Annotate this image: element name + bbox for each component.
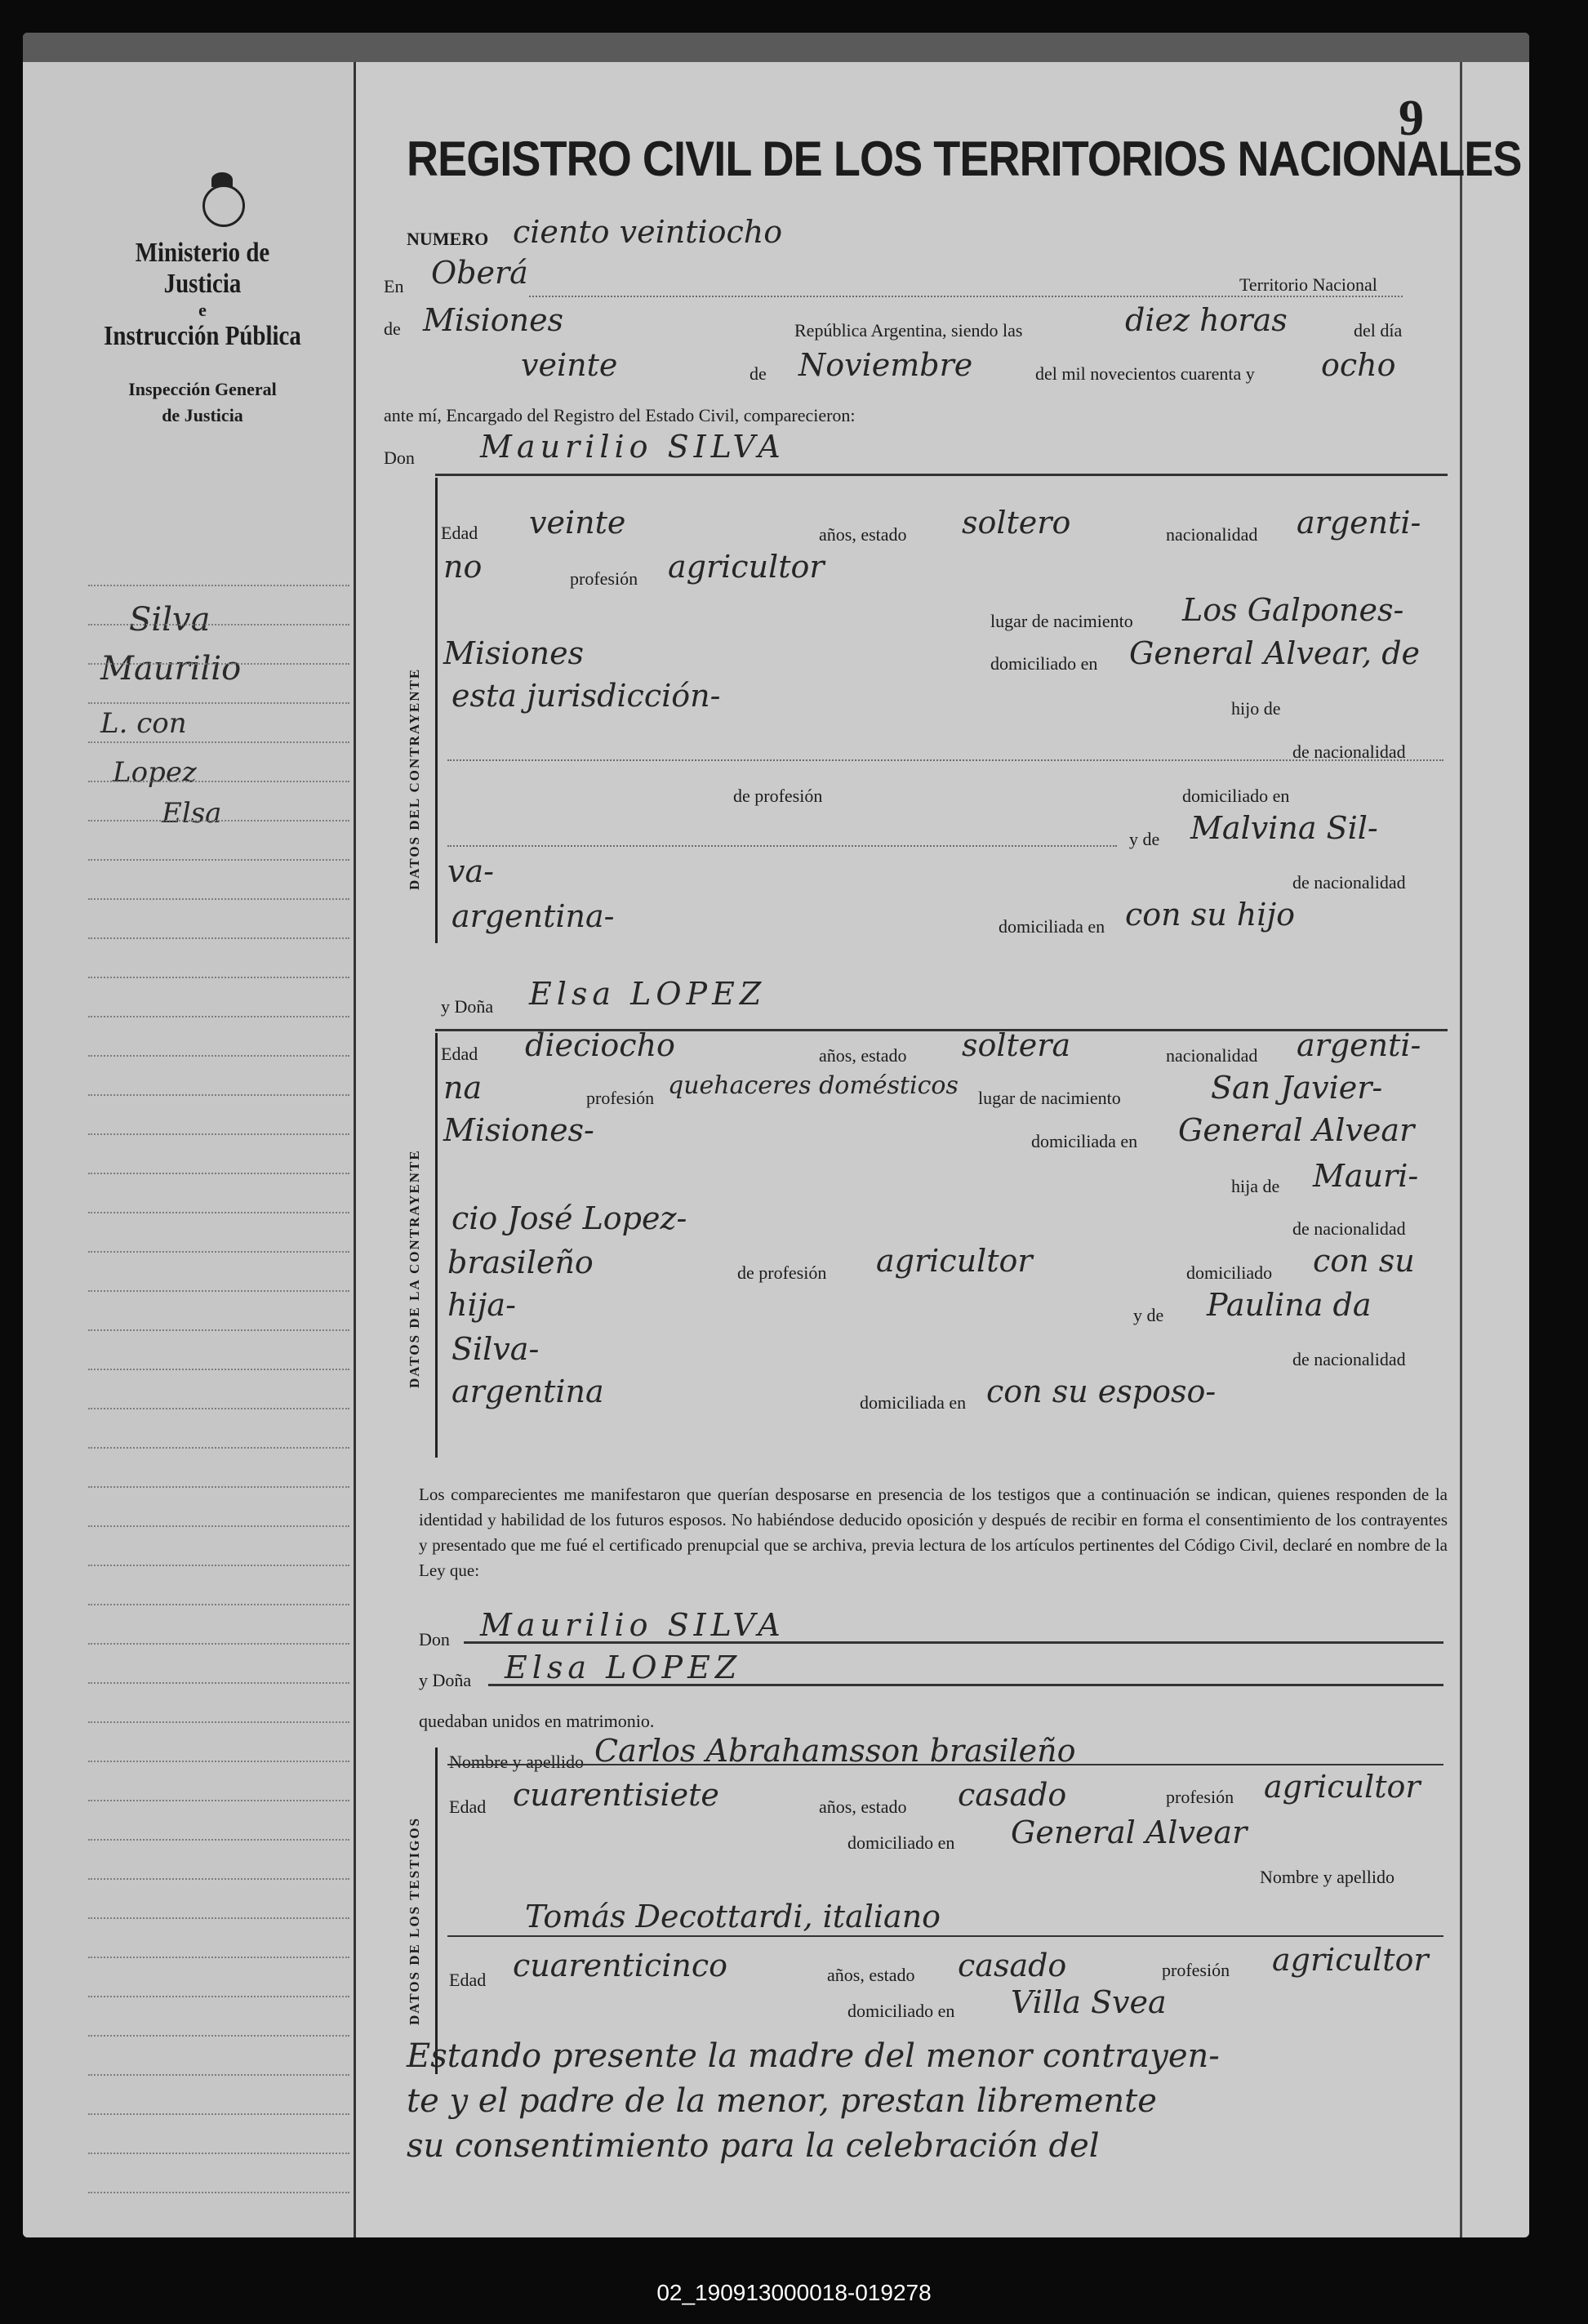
madre-dom-value: con su esposo- — [986, 1373, 1217, 1409]
margin-column — [23, 62, 356, 2237]
witness1-edad: cuarentisiete — [513, 1777, 719, 1813]
image-id-caption: 02_190913000018-019278 — [656, 2280, 932, 2305]
profesion-value: quehaceres domésticos — [668, 1071, 959, 1100]
don-label: Don — [419, 1629, 450, 1650]
ruled-line — [88, 624, 349, 626]
profesion-label: profesión — [1166, 1787, 1234, 1807]
ruled-line — [88, 781, 349, 782]
ruled-line — [88, 1957, 349, 1958]
ruled-line — [88, 1447, 349, 1449]
ruled-line — [88, 1761, 349, 1762]
dona-value: Elsa LOPEZ — [505, 1650, 742, 1685]
madre-nac-value: argentina- — [451, 898, 615, 934]
lugar-value-cont: Misiones- — [443, 1112, 594, 1148]
section-label: DATOS DE LOS TESTIGOS — [407, 1816, 422, 2025]
ruled-line — [88, 898, 349, 900]
nombre2-label: Nombre y apellido — [1260, 1867, 1395, 1887]
ruled-line — [88, 1643, 349, 1645]
padre-value: Mauri- — [1313, 1158, 1419, 1194]
anos-label: años, estado — [819, 524, 907, 545]
ruled-line — [88, 663, 349, 665]
padre-nac-value: brasileño — [447, 1244, 594, 1280]
ruled-line — [88, 937, 349, 939]
ruled-line — [88, 1839, 349, 1841]
nac-value-cont: na — [443, 1070, 483, 1106]
profesion-label: profesión — [1162, 1960, 1230, 1980]
witness2-dom: Villa Svea — [1011, 1984, 1167, 2020]
section-label: DATOS DE LA CONTRAYENTE — [407, 1149, 422, 1388]
de-label: de — [384, 318, 401, 339]
y-dona-label: y Doña — [441, 996, 494, 1017]
domiciliado-label: domiciliado en — [847, 2001, 955, 2021]
ruled-line — [88, 2113, 349, 2115]
en-label: En — [384, 276, 404, 296]
nombre-label: Nombre y apellido — [449, 1752, 584, 1772]
witness1-estado: casado — [958, 1777, 1067, 1813]
witness1-prof: agricultor — [1264, 1769, 1421, 1805]
nac-label: nacionalidad — [1166, 1045, 1258, 1066]
madre-nac-value: argentina — [451, 1373, 604, 1409]
domicilio-value-cont: esta jurisdicción- — [451, 678, 721, 714]
domicilio-label: domiciliada en — [1031, 1131, 1138, 1151]
note-line: te y el padre de la menor, prestan libremente — [407, 2082, 1157, 2120]
quedaban-label: quedaban unidos en matrimonio. — [419, 1711, 655, 1731]
ruled-line — [88, 2035, 349, 2037]
ruled-line — [88, 1408, 349, 1409]
republica-label: República Argentina, siendo las — [794, 320, 1023, 341]
ruled-line — [88, 1565, 349, 1566]
padre-dom-value: con su — [1313, 1243, 1415, 1279]
padre-dom-label: domiciliado — [1186, 1262, 1273, 1283]
ruled-line — [88, 2153, 349, 2154]
de-prof-label: de profesión — [733, 786, 823, 806]
madre-value-cont: Silva- — [451, 1331, 540, 1367]
madre-dom-label: domiciliada en — [999, 916, 1105, 937]
ruled-line — [88, 1173, 349, 1174]
domiciliado-label: domiciliado en — [847, 1832, 955, 1853]
madre-nac-label: de nacionalidad — [1292, 1349, 1406, 1369]
ruled-line — [88, 741, 349, 743]
ruled-line — [88, 585, 349, 586]
padre-value-cont: cio José Lopez- — [451, 1200, 687, 1236]
domicilio-value: General Alvear, de — [1129, 635, 1421, 671]
anos-label: años, estado — [819, 1045, 907, 1066]
page-title: REGISTRO CIVIL DE LOS TERRITORIOS NACIONALES — [407, 131, 1522, 186]
anos-label: años, estado — [819, 1796, 907, 1817]
ministry-line: e — [198, 300, 207, 320]
ruled-line — [88, 1800, 349, 1801]
witness2-prof: agricultor — [1272, 1942, 1429, 1978]
ruled-line — [88, 1055, 349, 1057]
del-dia-label: del día — [1354, 320, 1403, 341]
lugar-value: Los Galpones- — [1182, 592, 1404, 628]
de-mes-label: de — [750, 363, 767, 384]
ruled-line — [88, 1369, 349, 1370]
nac-value-cont: no — [443, 549, 483, 585]
ruled-line — [88, 1721, 349, 1723]
ruled-line — [88, 2074, 349, 2076]
note-line: Estando presente la madre del menor contrayen- — [407, 2037, 1220, 2075]
hora-value: diez horas — [1125, 302, 1288, 338]
right-rule — [1460, 62, 1462, 2237]
madre-value: Malvina Sil- — [1190, 810, 1378, 846]
padre-prof-label: de profesión — [737, 1262, 827, 1283]
hijo-label: hijo de — [1231, 698, 1281, 719]
margin-annotation: Elsa — [162, 797, 222, 830]
national-seal-icon — [202, 185, 245, 227]
numero-value: ciento veintiocho — [513, 214, 783, 250]
y-de-label: y de — [1133, 1305, 1164, 1325]
hija-label: hija de — [1231, 1176, 1280, 1196]
estado-value: soltera — [962, 1027, 1071, 1063]
ruled-line — [88, 820, 349, 821]
profesion-value: agricultor — [668, 549, 825, 585]
ruled-line — [88, 702, 349, 704]
edad-label: Edad — [441, 1044, 478, 1064]
ruled-line — [88, 859, 349, 861]
ruled-line — [88, 1917, 349, 1919]
edad-value: dieciocho — [525, 1027, 675, 1063]
domiciliado-en-label: domiciliado en — [1182, 786, 1290, 806]
edad-label: Edad — [449, 1796, 487, 1817]
de-nac-label: de nacionalidad — [1292, 741, 1406, 762]
ministry-line: Ministerio de Justicia — [135, 238, 270, 299]
nac-value: argenti- — [1297, 505, 1421, 541]
ruled-line — [88, 1878, 349, 1880]
anio-label: del mil novecientos cuarenta y — [1035, 363, 1255, 384]
numero-label: NUMERO — [407, 229, 489, 249]
madre-value-cont: va- — [447, 853, 494, 889]
margin-annotation: Maurilio — [100, 650, 242, 688]
margin-annotation: Lopez — [113, 756, 197, 789]
don-value: Maurilio SILVA — [480, 429, 785, 465]
ruled-line — [88, 1290, 349, 1292]
ruled-line — [88, 1682, 349, 1684]
ruled-line — [88, 1133, 349, 1135]
declaration-paragraph: Los comparecientes me manifestaron que querían desposarse en presencia de los testigos que a continuación se indican, quienes responden de la identidad y habilidad de los futuros esposos. No habiéndose deducido oposición y después de recibir en forma el consentimiento de los contrayentes y presentado que me fué el certificado prenupcial que se archiva, previa lectura de los artículos pertinentes del Código Civil, declaré en nombre de la Ley que: — [419, 1485, 1448, 1580]
edad-label: Edad — [449, 1970, 487, 1990]
domicilio-label: domiciliado en — [990, 653, 1098, 674]
estado-value: soltero — [962, 505, 1071, 541]
padre-nac-label: de nacionalidad — [1292, 1218, 1406, 1239]
don-value: Maurilio SILVA — [480, 1607, 785, 1643]
ruled-line — [88, 1329, 349, 1331]
ruled-line — [88, 1486, 349, 1488]
ante-label: ante mí, Encargado del Registro del Estado Civil, comparecieron: — [384, 405, 856, 425]
profesion-label: profesión — [570, 568, 638, 589]
witness2-edad: cuarenticinco — [513, 1948, 728, 1983]
page-number: 9 — [1399, 91, 1424, 146]
dia-value: veinte — [521, 347, 618, 383]
don-label: Don — [384, 447, 415, 468]
nac-value: argenti- — [1297, 1027, 1421, 1063]
section-label: DATOS DEL CONTRAYENTE — [407, 667, 422, 890]
dona-label: y Doña — [419, 1670, 472, 1690]
margin-annotation: L. con — [100, 707, 187, 740]
nac-label: nacionalidad — [1166, 524, 1258, 545]
ruled-line — [88, 1604, 349, 1605]
note-line: su consentimiento para la celebración del — [407, 2127, 1100, 2165]
profesion-label: profesión — [586, 1088, 655, 1108]
ministry-line: Inspección General de Justicia — [128, 379, 277, 425]
ruled-line — [88, 2192, 349, 2193]
edad-label: Edad — [441, 523, 478, 543]
lugar-value-cont: Misiones — [443, 635, 585, 671]
territorio-label: Territorio Nacional — [1239, 274, 1377, 295]
padre-dom-value-cont: hija- — [447, 1287, 516, 1323]
edad-value: veinte — [529, 505, 626, 541]
lugar-label: lugar de nacimiento — [990, 611, 1133, 631]
witness2-estado: casado — [958, 1948, 1067, 1983]
padre-prof-value: agricultor — [876, 1243, 1033, 1279]
ministry-line: Instrucción Pública — [104, 321, 301, 351]
ruled-line — [88, 1996, 349, 1997]
ruled-line — [88, 1525, 349, 1527]
anio-value: ocho — [1321, 347, 1396, 383]
madre-value: Paulina da — [1207, 1287, 1372, 1323]
mes-value: Noviembre — [798, 347, 973, 383]
bride-name-value: Elsa LOPEZ — [529, 976, 767, 1012]
register-page — [23, 33, 1529, 2237]
ruled-line — [88, 977, 349, 978]
de-value: Misiones — [423, 302, 564, 338]
ruled-line — [88, 1251, 349, 1253]
lugar-label: lugar de nacimiento — [978, 1088, 1121, 1108]
witness1-dom: General Alvear — [1011, 1814, 1248, 1850]
y-de-label: y de — [1129, 829, 1160, 849]
witness1-name: Carlos Abrahamsson brasileño — [594, 1733, 1076, 1769]
ministry-stamp — [80, 238, 325, 429]
ruled-line — [88, 1016, 349, 1017]
lugar-value: San Javier- — [1211, 1070, 1383, 1106]
domicilio-value: General Alvear — [1178, 1112, 1415, 1148]
witness2-name: Tomás Decottardi, italiano — [525, 1899, 941, 1934]
madre-nac-label: de nacionalidad — [1292, 872, 1406, 893]
book-edge — [23, 33, 1529, 62]
madre-dom-value: con su hijo — [1125, 897, 1296, 933]
ruled-line — [88, 1094, 349, 1096]
en-value: Oberá — [431, 255, 528, 291]
ruled-line — [88, 1212, 349, 1213]
anos-label: años, estado — [827, 1965, 915, 1985]
margin-annotation: Silva — [129, 601, 211, 639]
madre-dom-label: domiciliada en — [860, 1392, 967, 1413]
